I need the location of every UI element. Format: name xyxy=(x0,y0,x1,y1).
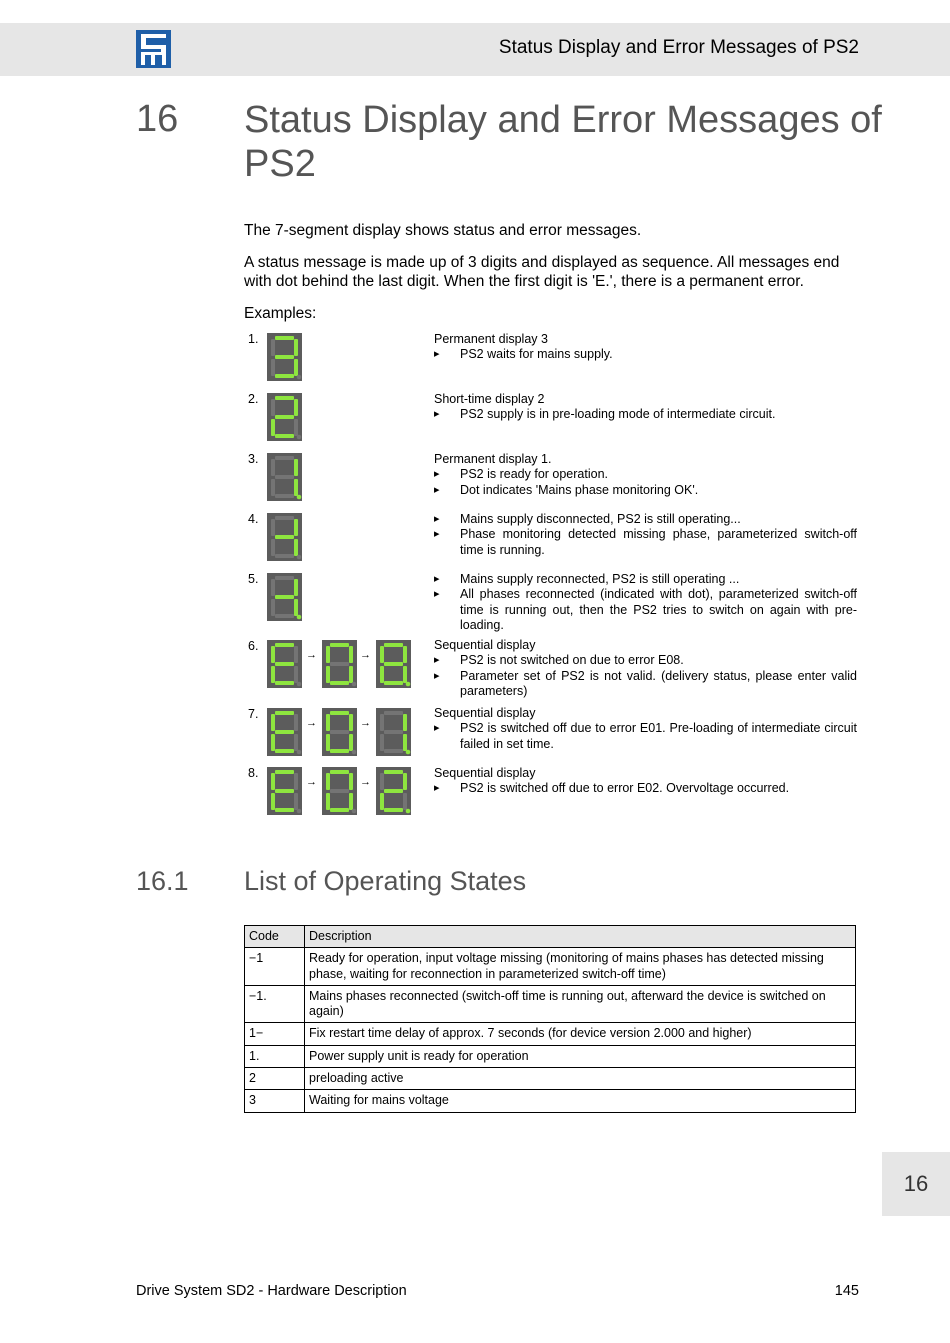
example-bullet: ▸ PS2 supply is in pre-loading mode of intermediate circuit. xyxy=(434,407,857,422)
state-description-cell: Power supply unit is ready for operation xyxy=(305,1045,856,1067)
segment-f xyxy=(326,646,330,663)
seven-segment-digit xyxy=(267,333,302,381)
segment-d xyxy=(275,494,294,498)
segment-c xyxy=(294,419,298,436)
chapter-title: Status Display and Error Messages of PS2 xyxy=(244,99,882,185)
segment-b xyxy=(403,646,407,663)
segment-f xyxy=(380,773,384,790)
segment-b xyxy=(349,714,353,731)
seven-segment-digit xyxy=(267,708,302,756)
segment-b xyxy=(294,714,298,731)
state-description-cell: Fix restart time delay of approx. 7 seconds (for device version 2.000 and higher) xyxy=(305,1023,856,1045)
segment-c xyxy=(294,599,298,616)
decimal-point xyxy=(406,682,411,687)
decimal-point xyxy=(297,435,302,440)
example-description xyxy=(434,512,857,558)
segment-c xyxy=(349,734,353,751)
example-title: Sequential display xyxy=(434,638,536,652)
segment-e xyxy=(380,793,384,810)
example-bullet: ▸ PS2 is switched off due to error E02. Overvoltage occurred. xyxy=(434,781,857,796)
example-bullet: ▸ Parameter set of PS2 is not valid. (delivery status, please enter valid parameters) xyxy=(434,669,857,700)
segment-c xyxy=(294,359,298,376)
state-code-cell: −1 xyxy=(245,948,305,986)
state-description-cell: Waiting for mains voltage xyxy=(305,1090,856,1112)
segment-c xyxy=(403,666,407,683)
segment-a xyxy=(275,643,294,647)
seven-segment-digit xyxy=(376,708,411,756)
example-title: Sequential display xyxy=(434,766,536,780)
segment-f xyxy=(380,646,384,663)
sequence-arrow: → xyxy=(306,717,317,729)
segment-c xyxy=(294,666,298,683)
sequence-arrow: → xyxy=(360,717,371,729)
segment-d xyxy=(275,434,294,438)
segment-g xyxy=(275,730,294,734)
example-title: Short-time display 2 xyxy=(434,392,545,406)
decimal-point xyxy=(297,495,302,500)
header-description: Description xyxy=(305,926,856,948)
segment-a xyxy=(275,711,294,715)
segment-a xyxy=(275,576,294,580)
segment-f xyxy=(271,459,275,476)
intro-examples-label: Examples: xyxy=(244,305,317,322)
header-code: Code xyxy=(245,926,305,948)
segment-f xyxy=(271,399,275,416)
segment-d xyxy=(275,808,294,812)
decimal-point xyxy=(352,750,357,755)
state-description-cell: Ready for operation, input voltage missing (monitoring of mains phases has detected missing phase, waiting for reconnection in parameterized switch-off time) xyxy=(305,948,856,986)
table-row xyxy=(245,985,856,1023)
example-number: 2. xyxy=(248,392,259,406)
segment-d xyxy=(275,554,294,558)
segment-g xyxy=(275,789,294,793)
footer-page-number: 145 xyxy=(834,1283,859,1299)
segment-g xyxy=(384,789,403,793)
segment-a xyxy=(275,396,294,400)
segment-g xyxy=(275,355,294,359)
segment-b xyxy=(294,399,298,416)
segment-f xyxy=(326,773,330,790)
segment-g xyxy=(384,662,403,666)
segment-c xyxy=(294,479,298,496)
segment-d xyxy=(330,808,349,812)
segment-g xyxy=(275,595,294,599)
example-number: 5. xyxy=(248,572,259,586)
segment-a xyxy=(384,770,403,774)
segment-b xyxy=(349,646,353,663)
example-description xyxy=(434,452,857,498)
segment-g xyxy=(330,789,349,793)
seven-segment-digit xyxy=(267,393,302,441)
decimal-point xyxy=(297,555,302,560)
example-title: Sequential display xyxy=(434,706,536,720)
example-bullet: ▸ All phases reconnected (indicated with dot), parameterized switch-off time is running out, then the PS2 tries to switch on again with pre-loading. xyxy=(434,587,857,633)
sequence-arrow: → xyxy=(306,776,317,788)
example-bullet: ▸ Dot indicates 'Mains phase monitoring OK'. xyxy=(434,483,857,498)
segment-e xyxy=(271,734,275,751)
segment-d xyxy=(330,681,349,685)
segment-g xyxy=(330,662,349,666)
state-description-cell: preloading active xyxy=(305,1068,856,1090)
segment-e xyxy=(271,666,275,683)
decimal-point xyxy=(406,750,411,755)
segment-f xyxy=(271,714,275,731)
example-description xyxy=(434,638,857,699)
operating-states-table xyxy=(244,925,856,1113)
segment-b xyxy=(294,773,298,790)
chapter-number: 16 xyxy=(136,98,179,140)
example-number: 8. xyxy=(248,766,259,780)
seven-segment-digit xyxy=(267,453,302,501)
state-code-cell: −1. xyxy=(245,985,305,1023)
sequence-arrow: → xyxy=(306,649,317,661)
company-logo xyxy=(136,30,171,68)
table-row xyxy=(245,1023,856,1045)
decimal-point xyxy=(297,809,302,814)
segment-b xyxy=(294,519,298,536)
seven-segment-digit xyxy=(267,513,302,561)
decimal-point xyxy=(297,375,302,380)
segment-g xyxy=(384,730,403,734)
example-number: 1. xyxy=(248,332,259,346)
segment-b xyxy=(294,459,298,476)
segment-e xyxy=(326,666,330,683)
segment-e xyxy=(326,734,330,751)
segment-c xyxy=(403,793,407,810)
segment-f xyxy=(271,519,275,536)
segment-d xyxy=(275,749,294,753)
segment-a xyxy=(330,770,349,774)
state-description-cell: Mains phases reconnected (switch-off time is running out, afterward the device is switched on again) xyxy=(305,985,856,1023)
example-number: 7. xyxy=(248,707,259,721)
segment-e xyxy=(326,793,330,810)
segment-e xyxy=(271,359,275,376)
example-description xyxy=(434,332,857,363)
segment-d xyxy=(384,808,403,812)
decimal-point xyxy=(352,682,357,687)
table-row xyxy=(245,1090,856,1112)
state-code-cell: 2 xyxy=(245,1068,305,1090)
segment-e xyxy=(380,734,384,751)
segment-b xyxy=(294,339,298,356)
segment-b xyxy=(349,773,353,790)
segment-a xyxy=(384,711,403,715)
segment-c xyxy=(349,793,353,810)
table-row xyxy=(245,1045,856,1067)
intro-paragraph-2: A status message is made up of 3 digits and displayed as sequence. All messages end with dot behind the last digit. When the first digit is 'E.', there is a permanent error. xyxy=(244,254,840,290)
segment-e xyxy=(271,599,275,616)
decimal-point xyxy=(352,809,357,814)
footer-document-title: Drive System SD2 - Hardware Description xyxy=(136,1283,407,1299)
decimal-point xyxy=(297,682,302,687)
header-title: Status Display and Error Messages of PS2 xyxy=(498,37,859,58)
segment-g xyxy=(275,415,294,419)
decimal-point xyxy=(406,809,411,814)
segment-g xyxy=(275,535,294,539)
segment-b xyxy=(403,773,407,790)
segment-c xyxy=(403,734,407,751)
seven-segment-digit xyxy=(322,767,357,815)
decimal-point xyxy=(297,615,302,620)
segment-f xyxy=(271,579,275,596)
seven-segment-digit xyxy=(267,767,302,815)
table-row xyxy=(245,948,856,986)
segment-g xyxy=(275,662,294,666)
example-number: 3. xyxy=(248,452,259,466)
segment-d xyxy=(275,681,294,685)
segment-d xyxy=(384,681,403,685)
segment-e xyxy=(271,419,275,436)
example-bullet: ▸ Phase monitoring detected missing phase, parameterized switch-off time is running. xyxy=(434,527,857,558)
segment-c xyxy=(294,539,298,556)
segment-c xyxy=(294,793,298,810)
segment-a xyxy=(330,643,349,647)
state-code-cell: 1. xyxy=(245,1045,305,1067)
segment-a xyxy=(384,643,403,647)
example-description xyxy=(434,766,857,797)
table-header-row xyxy=(245,926,856,948)
segment-c xyxy=(294,734,298,751)
state-code-cell: 3 xyxy=(245,1090,305,1112)
section-number: 16.1 xyxy=(136,866,189,896)
seven-segment-digit xyxy=(267,640,302,688)
example-bullet: ▸ Mains supply disconnected, PS2 is still operating... xyxy=(434,512,857,527)
table-row xyxy=(245,1068,856,1090)
segment-e xyxy=(271,479,275,496)
example-number: 4. xyxy=(248,512,259,526)
segment-f xyxy=(326,714,330,731)
seven-segment-digit xyxy=(267,573,302,621)
segment-f xyxy=(271,773,275,790)
segment-e xyxy=(271,539,275,556)
seven-segment-digit xyxy=(322,640,357,688)
example-bullet: ▸ PS2 is not switched on due to error E08. xyxy=(434,653,857,668)
segment-f xyxy=(380,714,384,731)
example-number: 6. xyxy=(248,639,259,653)
intro-paragraph-1: The 7-segment display shows status and error messages. xyxy=(244,222,642,239)
chapter-side-tab: 16 xyxy=(882,1152,950,1216)
seven-segment-digit xyxy=(376,640,411,688)
sequence-arrow: → xyxy=(360,776,371,788)
example-description xyxy=(434,572,857,633)
section-title: List of Operating States xyxy=(244,866,527,896)
segment-d xyxy=(384,749,403,753)
example-bullet: ▸ PS2 is ready for operation. xyxy=(434,467,857,482)
example-title: Permanent display 3 xyxy=(434,332,548,346)
segment-f xyxy=(271,646,275,663)
example-bullet: ▸ Mains supply reconnected, PS2 is still operating ... xyxy=(434,572,857,587)
seven-segment-digit xyxy=(376,767,411,815)
segment-d xyxy=(275,614,294,618)
segment-a xyxy=(275,516,294,520)
state-code-cell: 1− xyxy=(245,1023,305,1045)
segment-d xyxy=(275,374,294,378)
segment-c xyxy=(349,666,353,683)
example-description xyxy=(434,706,857,752)
example-bullet: ▸ PS2 waits for mains supply. xyxy=(434,347,857,362)
decimal-point xyxy=(297,750,302,755)
segment-e xyxy=(271,793,275,810)
segment-f xyxy=(271,339,275,356)
segment-g xyxy=(275,475,294,479)
segment-a xyxy=(275,336,294,340)
segment-a xyxy=(275,770,294,774)
example-bullet: ▸ PS2 is switched off due to error E01. Pre-loading of intermediate circuit failed in set time. xyxy=(434,721,857,752)
segment-a xyxy=(275,456,294,460)
example-title: Permanent display 1. xyxy=(434,452,552,466)
segment-a xyxy=(330,711,349,715)
segment-g xyxy=(330,730,349,734)
segment-b xyxy=(403,714,407,731)
example-description xyxy=(434,392,857,423)
segment-d xyxy=(330,749,349,753)
sequence-arrow: → xyxy=(360,649,371,661)
segment-e xyxy=(380,666,384,683)
segment-b xyxy=(294,579,298,596)
seven-segment-digit xyxy=(322,708,357,756)
segment-b xyxy=(294,646,298,663)
